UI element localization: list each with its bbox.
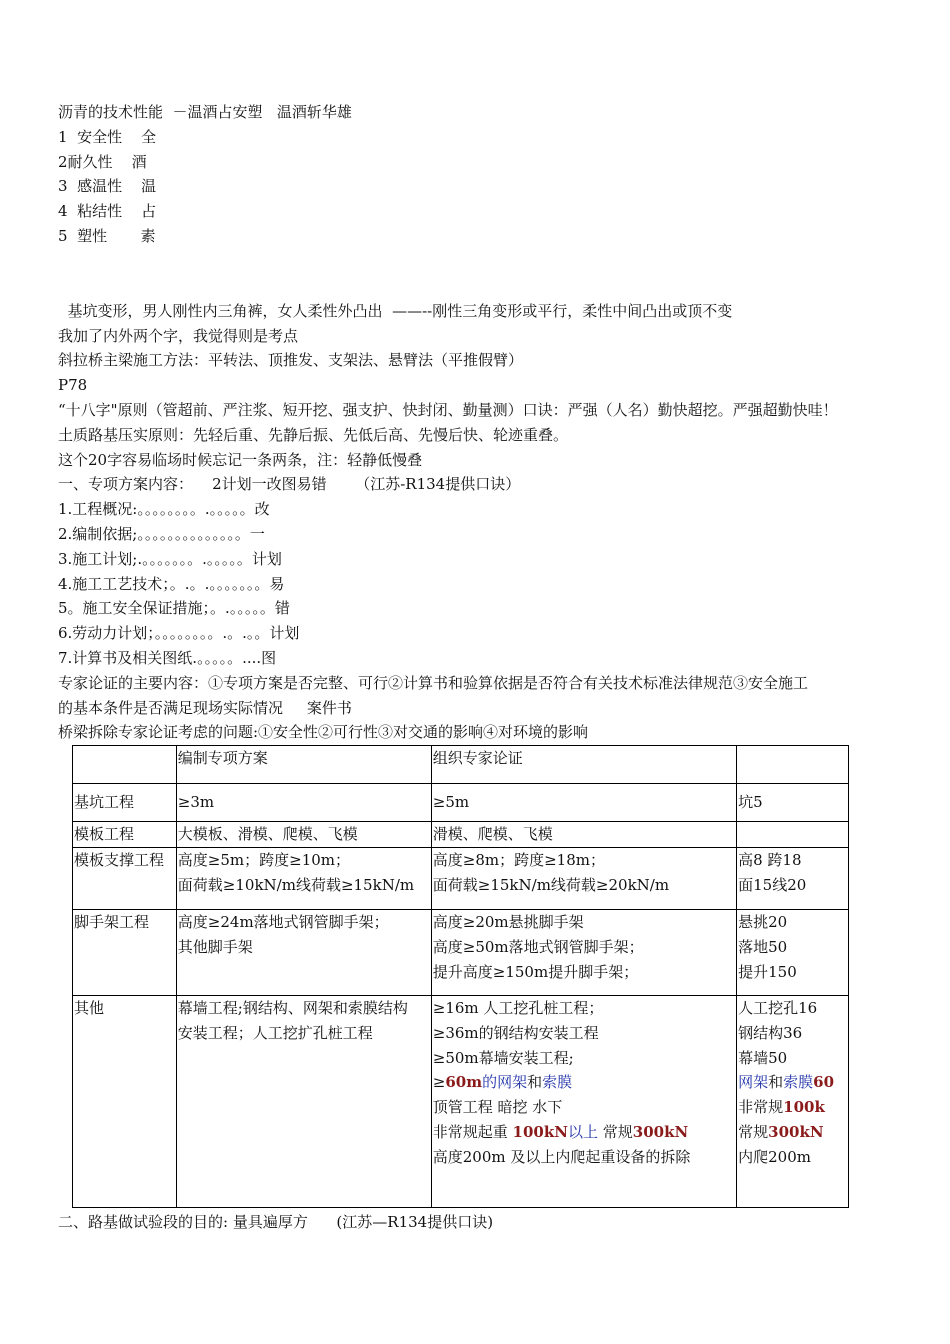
table-cell (737, 995, 849, 1207)
table-header-row (73, 746, 849, 784)
table-cell: 大模板、滑模、爬模、飞模 (176, 822, 431, 848)
highlight-red: 300kN (768, 1122, 824, 1141)
header-cell: 编制专项方案 (176, 746, 431, 784)
text-line: 这个20字容易临场时候忘记一条两条，注：轻静低慢叠 (58, 450, 423, 469)
text-span: 非常规 (738, 1098, 784, 1117)
header-cell: 组织专家论证 (431, 746, 736, 784)
cell-line (433, 1120, 735, 1145)
cell-line: 内爬200m (738, 1147, 811, 1166)
table-cell: 高度≥24m落地式钢管脚手架； 其他脚手架 (176, 909, 431, 995)
text-line: 专家论证的主要内容：①专项方案是否完整、可行②计算书和验算依据是否符合有关技术标准法律规范③安全施工 (58, 673, 809, 692)
spacer (58, 249, 908, 299)
text-line: 基坑变形，男人刚性内三角裤，女人柔性外凸出 ——--刚性三角变形或平行，柔性中间凸出或顶不变 (58, 301, 733, 320)
table-cell: 滑模、爬模、飞模 (431, 822, 736, 848)
highlight-blue: 索膜 (783, 1073, 814, 1092)
table-row (73, 995, 849, 1207)
text-line: 2.编制依据;。。。。。。。。。。。。。。一 (58, 524, 265, 543)
header-cell (73, 746, 177, 784)
cell-line: 顶管工程 暗挖 水下 (432, 1098, 563, 1117)
table-cell: ≥5m (431, 784, 736, 822)
text-line: 6.劳动力计划；。。。。。。。。.。.。。计划 (58, 624, 300, 643)
highlight-red: 100kN (512, 1122, 568, 1141)
text-line: 土质路基压实原则：先轻后重、先静后振、先低后高、先慢后快、轮迹重叠。 (58, 425, 569, 444)
text-span: ≥ (432, 1073, 446, 1092)
table-row (73, 847, 849, 909)
text-line: 4 粘结性 占 (58, 202, 157, 221)
text-line: 3 感温性 温 (58, 177, 157, 196)
cell-line (738, 1095, 847, 1120)
table-cell: 高8 跨18 面15线20 (737, 847, 849, 909)
text-line: 斜拉桥主梁施工方法：平转法、顶推发、支架法、悬臂法（平推假臂） (58, 351, 524, 370)
table-cell: 悬挑20 落地50 提升150 (737, 909, 849, 995)
text-span: 常规 (738, 1122, 769, 1141)
table-cell: 基坑工程 (73, 784, 177, 822)
document-page (58, 100, 908, 1235)
table-cell: 高度≥5m；跨度≥10m； 面荷载≥10kN/m线荷载≥15kN/m (176, 847, 431, 909)
table-cell: 其他 (73, 995, 177, 1207)
special-plan-table (72, 745, 849, 1208)
cell-line: 钢结构36 (738, 1023, 803, 1042)
table-cell: 高度≥20m悬挑脚手架 高度≥50m落地式钢管脚手架； 提升高度≥150m提升脚手架； (431, 909, 736, 995)
text-span: 常规 (597, 1122, 633, 1141)
cell-line: 高度200m 及以上内爬起重设备的拆除 (432, 1147, 691, 1166)
table-cell: 坑5 (737, 784, 849, 822)
cell-line: 人工挖孔16 (738, 998, 818, 1017)
text-line: 2耐久性 酒 (58, 152, 147, 171)
cell-line: ≥36m的钢结构安装工程 (432, 1023, 599, 1042)
table-cell: 模板支撑工程 (73, 847, 177, 909)
highlight-blue: 以上 (567, 1122, 598, 1141)
table-cell: 高度≥8m；跨度≥18m； 面荷载≥15kN/m线荷载≥20kN/m (431, 847, 736, 909)
text-line: 桥梁拆除专家论证考虑的问题:①安全性②可行性③对交通的影响④对环境的影响 (58, 723, 589, 742)
cell-line (433, 1070, 735, 1095)
text-line: 4.施工工艺技术；。.。.。。。。。。。易 (58, 574, 285, 593)
text-line: 1 安全性 全 (58, 127, 157, 146)
highlight-blue: 的网架 (482, 1073, 528, 1092)
text-line: 沥青的技术性能 －温酒占安塑 温酒斩华雄 (58, 103, 352, 121)
cell-line: 幕墙50 (738, 1048, 788, 1067)
text-line: 5 塑性 素 (58, 226, 156, 245)
table-cell: 脚手架工程 (73, 909, 177, 995)
text-line: 一、专项方案内容： 2计划一改图易错 （江苏-R134提供口诀） (58, 475, 521, 494)
table-cell (431, 995, 736, 1207)
table-row (73, 784, 849, 822)
header-cell (737, 746, 849, 784)
table-cell (737, 822, 849, 848)
highlight-red: 100k (783, 1098, 825, 1117)
highlight-blue: 索膜 (542, 1073, 573, 1092)
text-line: 1.工程概况:。。。。。。。。.。。。。。改 (58, 500, 270, 519)
footer-line: 二、路基做试验段的目的: 量具遍厚方 (江苏—R134提供口诀) (58, 1212, 494, 1231)
cell-line: ≥50m幕墙安装工程; (432, 1048, 574, 1067)
text-line: 5。施工安全保证措施；。.。。。。。错 (58, 599, 290, 618)
notes-section (58, 299, 908, 745)
text-span: 和 (768, 1073, 784, 1092)
text-line: 7.计算书及相关图纸.。。。。。....图 (58, 648, 277, 667)
asphalt-section (58, 100, 908, 249)
text-line: “十八字"原则（管超前、严注浆、短开挖、强支护、快封闭、勤量测）口诀：严强（人名）勤快超挖。严强超勤快哇！ (58, 400, 838, 419)
highlight-red: 60m (445, 1073, 483, 1092)
text-span: 非常规起重 (432, 1122, 513, 1141)
text-span: 和 (527, 1073, 543, 1092)
text-line: 3.施工计划;.。。。。。。。.。。。。。计划 (58, 549, 282, 568)
table-row (73, 822, 849, 848)
table-cell: ≥3m (176, 784, 431, 822)
table-row (73, 909, 849, 995)
text-line: 的基本条件是否满足现场实际情况 案件书 (58, 698, 352, 717)
highlight-red: 300kN (632, 1122, 689, 1141)
table-cell: 模板工程 (73, 822, 177, 848)
cell-line (738, 1070, 847, 1095)
table-cell: 幕墙工程;钢结构、网架和索膜结构 安装工程；人工挖扩孔桩工程 (176, 995, 431, 1207)
cell-line: ≥16m 人工挖孔桩工程； (432, 998, 604, 1017)
text-line: P78 (58, 376, 88, 395)
highlight-red: 60 (813, 1073, 835, 1092)
text-line: 我加了内外两个字，我觉得则是考点 (58, 326, 299, 345)
cell-line (738, 1120, 847, 1145)
highlight-blue: 网架 (738, 1073, 769, 1092)
